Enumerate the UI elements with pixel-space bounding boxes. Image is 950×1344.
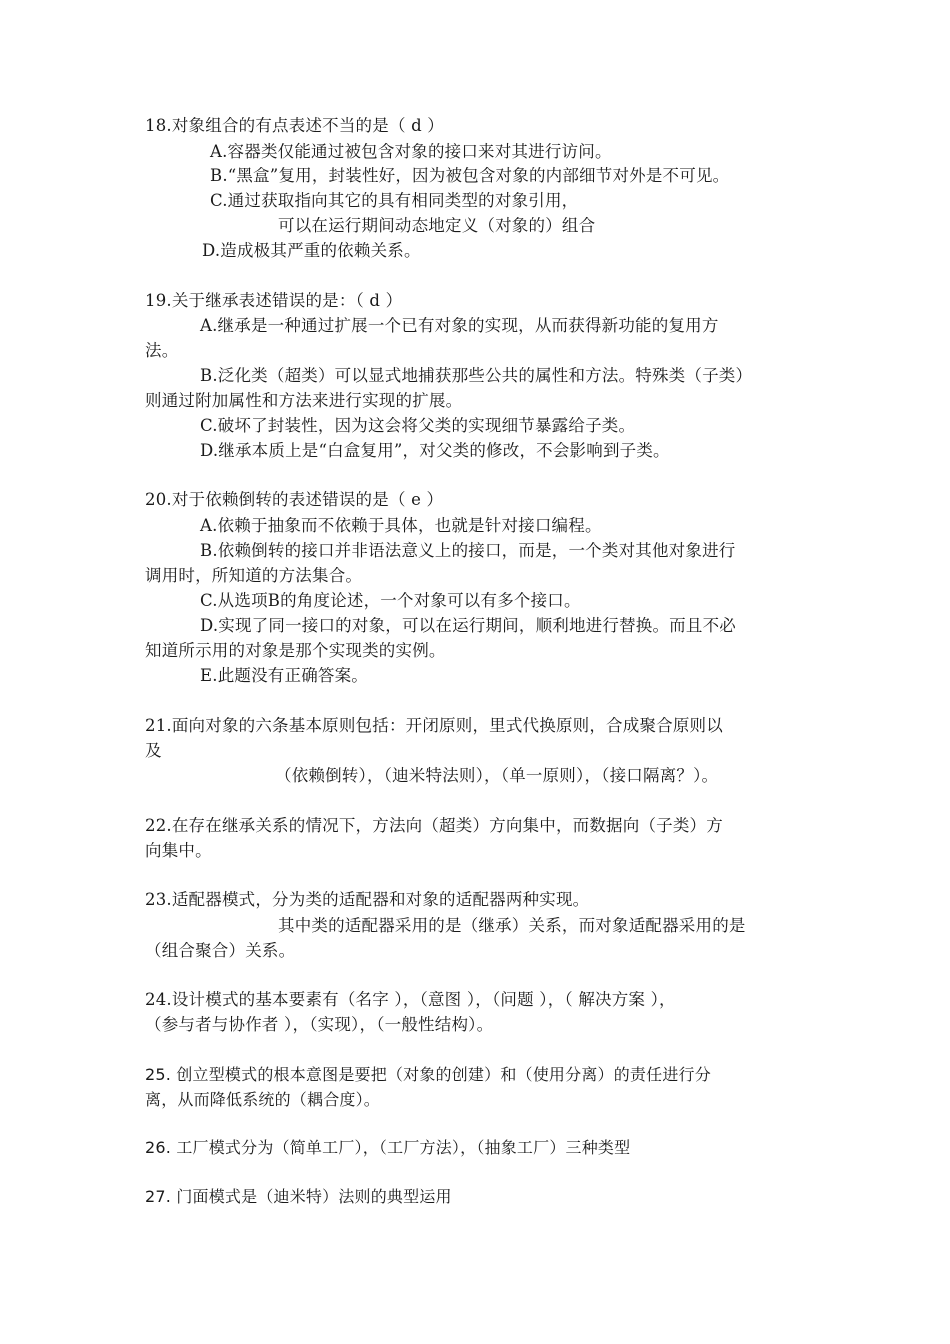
option-b-continuation: 调用时，所知道的方法集合。 xyxy=(145,566,363,585)
question-23-answer: 其中类的适配器采用的是（继承）关系，而对象适配器采用的是 xyxy=(278,916,746,935)
question-22-text-continuation: 向集中。 xyxy=(145,841,212,860)
option-c: C.从选项B的角度论述，一个对象可以有多个接口。 xyxy=(200,591,581,610)
option-a: A.依赖于抽象而不依赖于具体，也就是针对接口编程。 xyxy=(200,516,602,535)
question-21-text: 21.面向对象的六条基本原则包括：开闭原则，里式代换原则，合成聚合原则以 xyxy=(145,716,723,735)
question-26-text: 26. 工厂模式分为（简单工厂），（工厂方法），（抽象工厂）三种类型 xyxy=(145,1138,631,1157)
question-27-text: 27. 门面模式是（迪米特）法则的典型运用 xyxy=(145,1187,452,1206)
question-24-text-continuation: （参与者与协作者 ），（实现），（一般性结构）。 xyxy=(145,1015,494,1034)
question-23-answer-continuation: （组合聚合）关系。 xyxy=(145,941,296,960)
option-b: B.“黑盒”复用，封装性好，因为被包含对象的内部细节对外是不可见。 xyxy=(210,166,730,185)
option-a-continuation: 法。 xyxy=(145,341,179,360)
question-21-answer: （依赖倒转），（迪米特法则），（单一原则），（接口隔离？）。 xyxy=(275,766,719,785)
question-23-text: 23.适配器模式，分为类的适配器和对象的适配器两种实现。 xyxy=(145,890,590,909)
option-c-continuation: 可以在运行期间动态地定义（对象的）组合 xyxy=(278,216,596,235)
option-a: A.继承是一种通过扩展一个已有对象的实现，从而获得新功能的复用方 xyxy=(200,316,719,335)
option-d: D.继承本质上是“白盒复用”，对父类的修改，不会影响到子类。 xyxy=(200,441,670,460)
option-d: D.造成极其严重的依赖关系。 xyxy=(202,241,421,260)
question-25-text-continuation: 离，从而降低系统的（耦合度）。 xyxy=(145,1090,381,1109)
question-20-title: 20.对于依赖倒转的表述错误的是（ e ） xyxy=(145,490,444,509)
option-b: B.依赖倒转的接口并非语法意义上的接口，而是，一个类对其他对象进行 xyxy=(200,541,736,560)
option-a: A.容器类仅能通过被包含对象的接口来对其进行访问。 xyxy=(210,142,612,161)
option-b-continuation: 则通过附加属性和方法来进行实现的扩展。 xyxy=(145,391,463,410)
question-22-text: 22.在存在继承关系的情况下，方法向（超类）方向集中，而数据向（子类）方 xyxy=(145,816,723,835)
option-d-continuation: 知道所示用的对象是那个实现类的实例。 xyxy=(145,641,446,660)
question-18-title: 18.对象组合的有点表述不当的是（ d ） xyxy=(145,116,444,135)
option-b: B.泛化类（超类）可以显式地捕获那些公共的属性和方法。特殊类（子类） xyxy=(200,366,753,385)
option-c: C.破坏了封装性，因为这会将父类的实现细节暴露给子类。 xyxy=(200,416,636,435)
option-c: C.通过获取指向其它的具有相同类型的对象引用， xyxy=(210,191,579,210)
question-25-text: 25. 创立型模式的根本意图是要把（对象的创建）和（使用分离）的责任进行分 xyxy=(145,1065,711,1084)
option-e: E.此题没有正确答案。 xyxy=(200,666,368,685)
option-d: D.实现了同一接口的对象，可以在运行期间，顺利地进行替换。而且不必 xyxy=(200,616,736,635)
question-19-title: 19.关于继承表述错误的是：（ d ） xyxy=(145,291,403,310)
question-21-text-continuation: 及 xyxy=(145,741,162,760)
question-24-text: 24.设计模式的基本要素有（名字 ），（意图 ），（问题 ），（ 解决方案 ）， xyxy=(145,990,676,1009)
